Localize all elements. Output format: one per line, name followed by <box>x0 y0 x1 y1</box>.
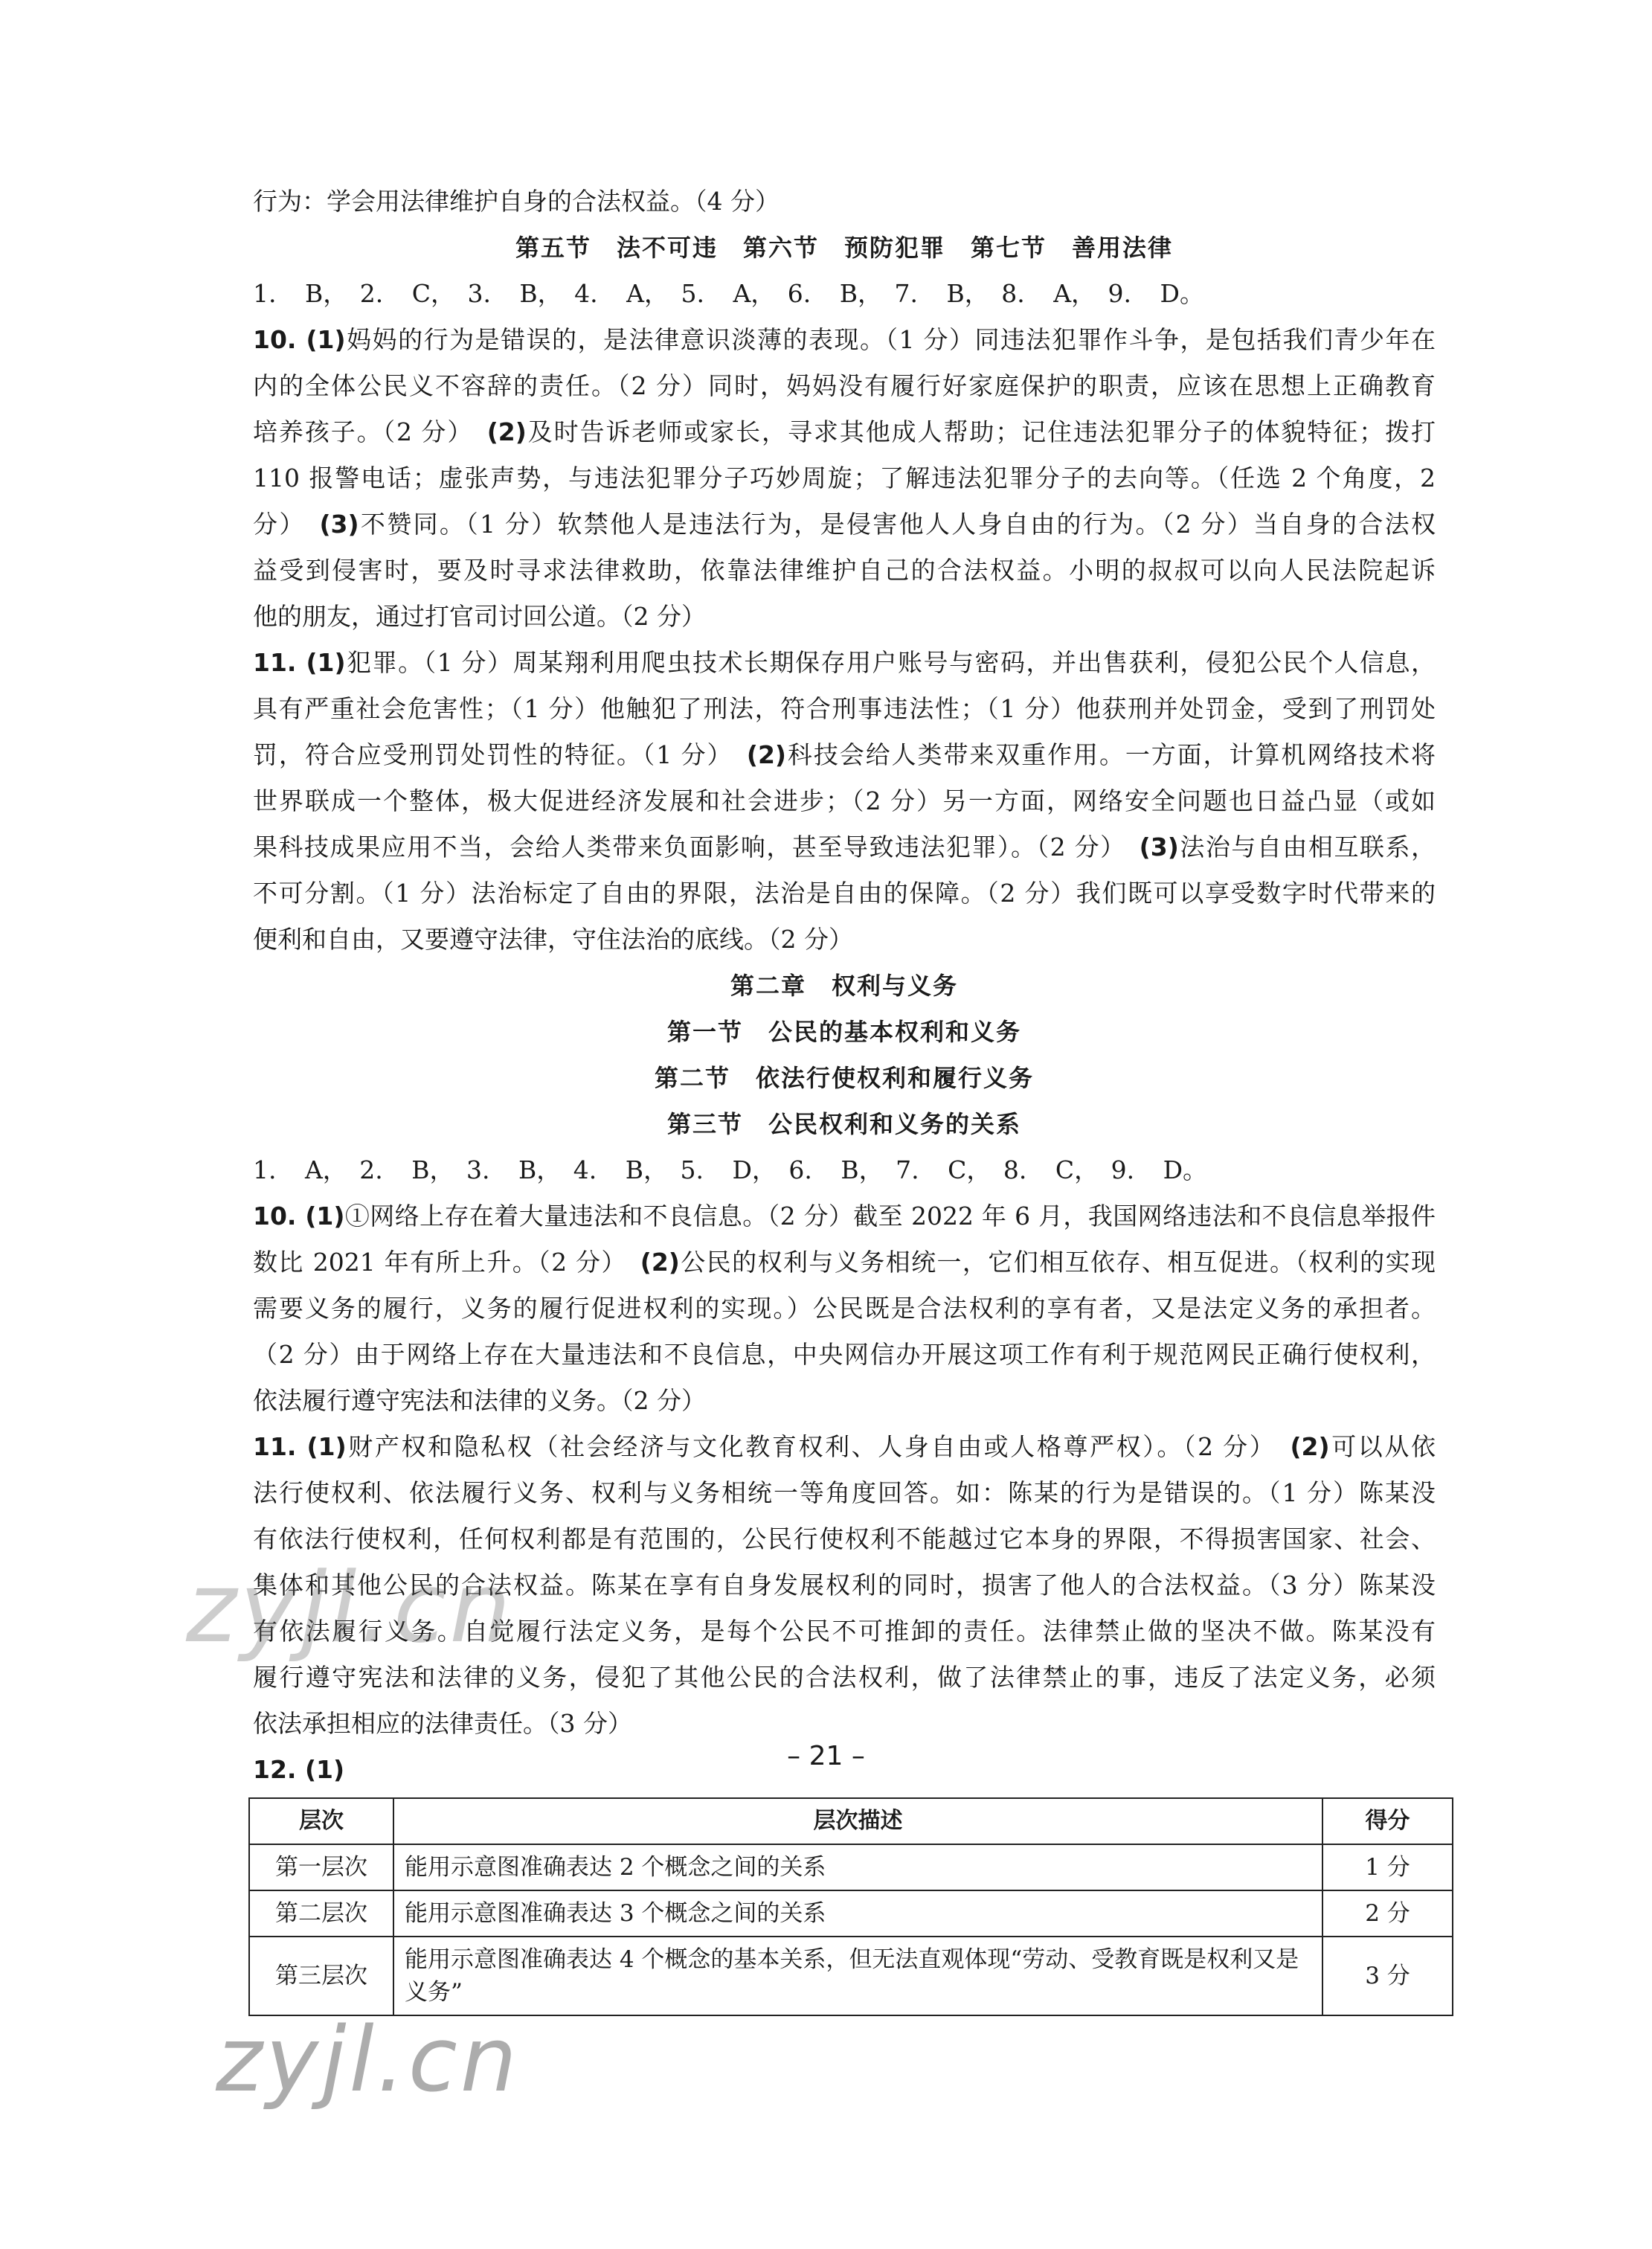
question-number: 12. (1) <box>253 1755 345 1784</box>
question-number: (2) <box>486 417 527 446</box>
question-number: (3) <box>319 510 359 539</box>
q10-line: 110 报警电话；虚张声势，与违法犯罪分子巧妙周旋；了解违法犯罪分子的去向等。（任选 2 个角度，2 <box>253 463 1436 493</box>
q11-line: 世界联成一个整体，极大促进经济发展和社会进步；（2 分）另一方面，网络安全问题也日益凸显（或如 <box>253 786 1436 815</box>
q11-line: 具有严重社会危害性；（1 分）他触犯了刑法，符合刑事违法性；（1 分）他获刑并处罚金，受到了刑罚处 <box>253 694 1436 723</box>
q10-line <box>253 317 1436 363</box>
r10-line <box>253 1193 1436 1239</box>
mc-answers: 1. B， 2. C， 3. B， 4. A， 5. A， 6. B， 7. B， 8. A， 9. D。 <box>253 279 1204 308</box>
question-number: 11. (1) <box>253 648 346 677</box>
text-span: 不赞同。（1 分）软禁他人是违法行为，是侵害他人人身自由的行为。（2 分）当自身的合法权 <box>359 510 1436 539</box>
mc-answers: 1. A， 2. B， 3. B， 4. B， 5. D， 6. B， 7. C， 8. C， 9. D。 <box>253 1155 1208 1184</box>
text-span: 数比 2021 年有所上升。（2 分） <box>253 1248 640 1277</box>
header-score: 得分 <box>1322 1798 1453 1844</box>
q10-line: 益受到侵害时，要及时寻求法律救助，依靠法律维护自己的合法权益。小明的叔叔可以向人民法院起诉 <box>253 556 1436 585</box>
cell-description: 能用示意图准确表达 2 个概念之间的关系 <box>393 1844 1322 1890</box>
cell-level: 第一层次 <box>249 1844 393 1890</box>
q11-line: 便利和自由，又要遵守法律，守住法治的底线。（2 分） <box>253 925 853 954</box>
question-number: 11. (1) <box>253 1432 347 1461</box>
q11-line: 不可分割。（1 分）法治标定了自由的界限，法治是自由的保障。（2 分）我们既可以享受数字时代带来的 <box>253 879 1436 908</box>
r11-line: 履行遵守宪法和法律的义务，侵犯了其他公民的合法权利，做了法律禁止的事，违反了法定义务，必须 <box>253 1663 1436 1692</box>
section-heading: 第一节 公民的基本权利和义务 <box>666 1018 1021 1046</box>
header-level: 层次 <box>249 1798 393 1844</box>
cell-score: 3 分 <box>1322 1937 1453 2015</box>
r11-line: 法行使权利、依法履行义务、权利与义务相统一等角度回答。如：陈某的行为是错误的。（1 分）陈某没 <box>253 1478 1436 1507</box>
r10-line <box>253 1239 1436 1286</box>
r11-line: 依法承担相应的法律责任。（3 分） <box>253 1709 632 1738</box>
question-number: 10. (1) <box>253 1202 345 1231</box>
section-heading: 第三节 公民权利和义务的关系 <box>666 1110 1021 1138</box>
question-number: (2) <box>746 740 787 769</box>
question-number: (3) <box>1139 832 1179 862</box>
text-span: 法治与自由相互联系， <box>1178 832 1436 862</box>
section-heading: 第五节 法不可违 第六节 预防犯罪 第七节 善用法律 <box>515 234 1173 262</box>
q11-line <box>253 640 1436 686</box>
text-span: 培养孩子。（2 分） <box>253 417 487 446</box>
r10-line: 需要义务的履行，义务的履行促进权利的实现。）公民既是合法权利的享有者，又是法定义务的承担者。 <box>253 1294 1436 1323</box>
watermark: zyjl.cn <box>216 2009 520 2112</box>
text-line: 行为：学会用法律维护自身的合法权益。（4 分） <box>253 187 780 216</box>
text-span: 科技会给人类带来双重作用。一方面，计算机网络技术将 <box>786 740 1436 769</box>
r11-line <box>253 1424 1436 1470</box>
r10-line: 依法履行遵守宪法和法律的义务。（2 分） <box>253 1386 706 1415</box>
question-number: (2) <box>640 1248 680 1277</box>
text-span: 财产权和隐私权（社会经济与文化教育权利、人身自由或人格尊严权）。（2 分） <box>346 1432 1291 1461</box>
q10-line <box>253 501 1436 548</box>
text-span: 可以从依 <box>1329 1432 1436 1461</box>
text-span: 分） <box>253 510 320 539</box>
text-span: 罚，符合应受刑罚处罚性的特征。（1 分） <box>253 740 747 769</box>
r11-line: 有依法行使权利，任何权利都是有范围的，公民行使权利不能越过它本身的界限，不得损害国家、社会、 <box>253 1524 1436 1553</box>
page-number: – 21 – <box>787 1741 865 1771</box>
r11-line: 有依法履行义务。自觉履行法定义务，是每个公民不可推卸的责任。法律禁止做的坚决不做。陈某没有 <box>253 1617 1436 1646</box>
section-heading: 第二节 依法行使权利和履行义务 <box>654 1064 1034 1092</box>
text-span: 妈妈的行为是错误的，是法律意识淡薄的表现。（1 分）同违法犯罪作斗争，是包括我们青少年在 <box>345 325 1436 354</box>
table-row <box>249 1844 1453 1890</box>
scoring-table <box>248 1797 1453 2016</box>
table-row <box>249 1890 1453 1937</box>
cell-score: 2 分 <box>1322 1890 1453 1937</box>
table-header-row <box>249 1798 1453 1844</box>
watermark: zyjl.cn <box>186 1551 514 1664</box>
cell-level: 第二层次 <box>249 1890 393 1937</box>
q10-line: 他的朋友，通过打官司讨回公道。（2 分） <box>253 602 706 631</box>
cell-level: 第三层次 <box>249 1937 393 2015</box>
text-span: 公民的权利与义务相统一，它们相互依存、相互促进。（权利的实现 <box>679 1248 1436 1277</box>
cell-description: 能用示意图准确表达 4 个概念的基本关系，但无法直观体现“劳动、受教育既是权利又是义务” <box>393 1937 1322 2015</box>
text-span: 果科技成果应用不当，会给人类带来负面影响，甚至导致违法犯罪）。（2 分） <box>253 832 1140 862</box>
table-row <box>249 1937 1453 2015</box>
header-description: 层次描述 <box>393 1798 1322 1844</box>
question-number: (2) <box>1290 1432 1330 1461</box>
text-span: 犯罪。（1 分）周某翔利用爬虫技术长期保存用户账号与密码，并出售获利，侵犯公民个人信息， <box>345 648 1436 677</box>
r10-line: （2 分）由于网络上存在大量违法和不良信息，中央网信办开展这项工作有利于规范网民正确行使权利， <box>253 1340 1436 1369</box>
text-span: ①网络上存在着大量违法和不良信息。（2 分）截至 2022 年 6 月，我国网络违法和不良信息举报件 <box>344 1202 1436 1231</box>
chapter-heading: 第二章 权利与义务 <box>730 972 958 1000</box>
cell-description: 能用示意图准确表达 3 个概念之间的关系 <box>393 1890 1322 1937</box>
q10-line <box>253 409 1436 455</box>
r11-line: 集体和其他公民的合法权益。陈某在享有自身发展权利的同时，损害了他人的合法权益。（3 分）陈某没 <box>253 1571 1436 1600</box>
q11-line <box>253 732 1436 778</box>
question-number: 10. (1) <box>253 325 346 354</box>
q10-line: 内的全体公民义不容辞的责任。（2 分）同时，妈妈没有履行好家庭保护的职责，应该在思想上正确教育 <box>253 371 1436 400</box>
text-span: 及时告诉老师或家长，寻求其他成人帮助；记住违法犯罪分子的体貌特征；拨打 <box>526 417 1436 446</box>
cell-score: 1 分 <box>1322 1844 1453 1890</box>
q11-line <box>253 824 1436 870</box>
